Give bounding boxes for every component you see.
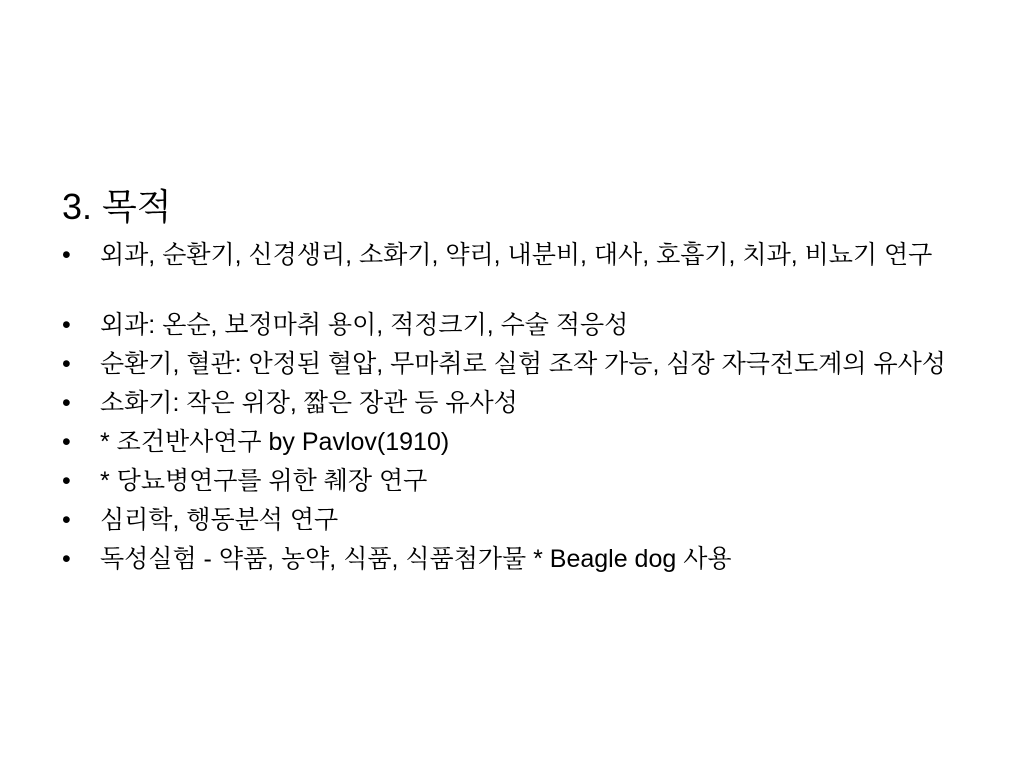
bullet-text: * 당뇨병연구를 위한 췌장 연구 (100, 467, 428, 495)
bullet-item (62, 427, 962, 458)
slide-heading: 3. 목적 (62, 186, 172, 227)
bullet-item (62, 240, 962, 271)
bullet-icon: • (62, 467, 71, 495)
bullet-icon: • (62, 311, 71, 339)
bullet-item (62, 388, 962, 419)
bullet-text: 외과, 순환기, 신경생리, 소화기, 약리, 내분비, 대사, 호흡기, 치과, 비뇨기 연구 (100, 241, 933, 269)
bullet-item (62, 349, 962, 380)
bullet-icon: • (62, 506, 71, 534)
bullet-text: 심리학, 행동분석 연구 (100, 506, 339, 534)
bullet-item (62, 310, 962, 341)
bullet-text: 독성실험 - 약품, 농약, 식품, 식품첨가물 * Beagle dog 사용 (100, 545, 732, 573)
bullet-item (62, 544, 962, 575)
bullet-icon: • (62, 545, 71, 573)
bullet-item (62, 505, 962, 536)
bullet-text: 소화기: 작은 위장, 짧은 장관 등 유사성 (100, 389, 518, 417)
bullet-icon: • (62, 241, 71, 269)
bullet-icon: • (62, 428, 71, 456)
bullet-text: 외과: 온순, 보정마취 용이, 적정크기, 수술 적응성 (100, 311, 629, 339)
bullet-icon: • (62, 350, 71, 378)
bullet-text: 순환기, 혈관: 안정된 혈압, 무마취로 실험 조작 가능, 심장 자극전도계의 유사성 (100, 350, 946, 378)
bullet-list (62, 240, 962, 583)
bullet-text: * 조건반사연구 by Pavlov(1910) (100, 428, 450, 456)
bullet-item (62, 466, 962, 497)
bullet-icon: • (62, 389, 71, 417)
